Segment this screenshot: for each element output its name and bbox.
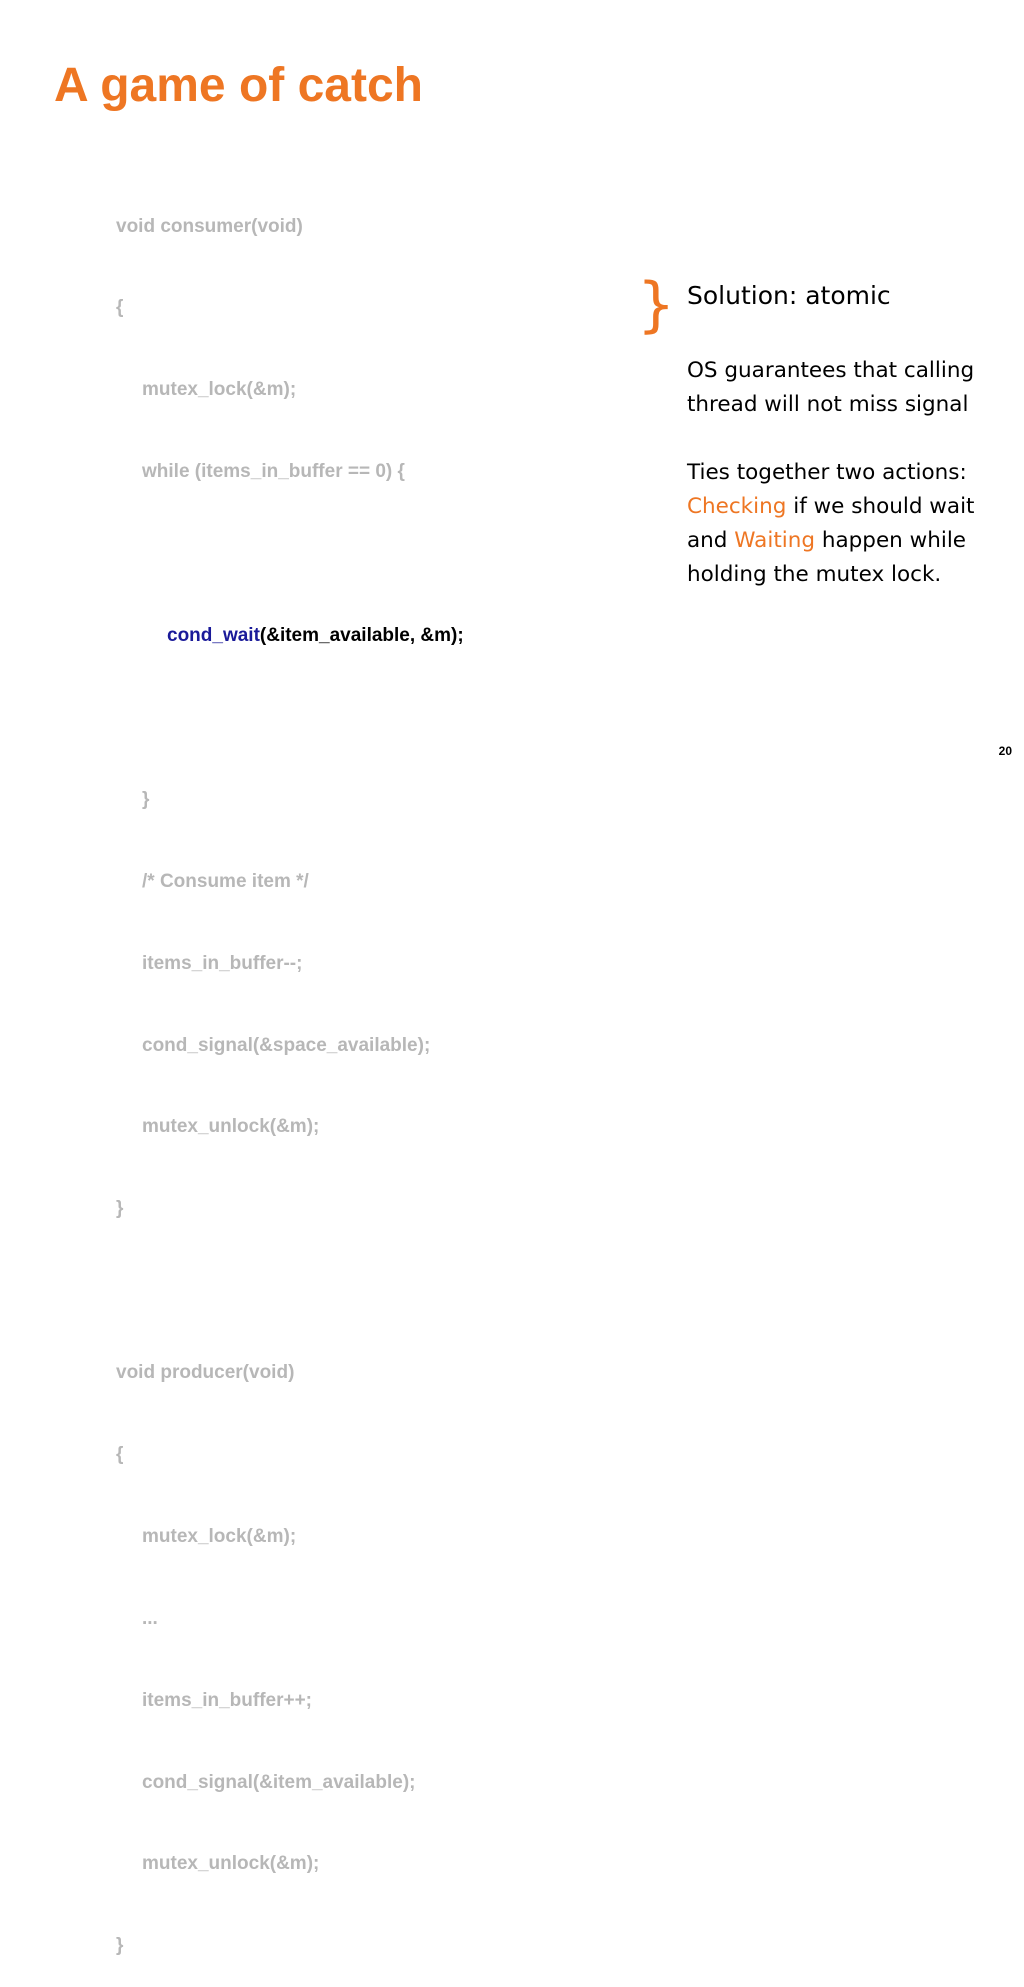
brace-marker: } (637, 270, 676, 340)
code-line-highlighted (116, 622, 464, 649)
notes-paragraph-2-intro: Ties together two actions: (687, 460, 967, 485)
notes-panel (687, 278, 1007, 626)
code-blank-line (116, 704, 464, 731)
code-line: } (116, 1198, 124, 1220)
cond-wait-args: (&item_available, &m); (259, 625, 464, 647)
code-line: mutex_unlock(&m); (142, 1116, 320, 1138)
code-line: mutex_lock(&m); (142, 1525, 297, 1547)
code-line: void consumer(void) (116, 215, 303, 237)
code-block (116, 158, 464, 1987)
page-number: 20 (998, 744, 1012, 758)
notes-paragraph-2-middle: if we should wait and (687, 494, 975, 553)
code-line: mutex_unlock(&m); (142, 1853, 320, 1875)
code-line: items_in_buffer--; (142, 952, 303, 974)
code-line: { (116, 297, 124, 319)
code-line: /* Consume item */ (142, 870, 309, 892)
code-blank-line (116, 1277, 464, 1304)
code-line: ... (142, 1607, 158, 1629)
code-line: { (116, 1443, 124, 1465)
code-line: cond_signal(&space_available); (142, 1034, 431, 1056)
slide-title: A game of catch (54, 59, 423, 112)
code-line: while (items_in_buffer == 0) { (142, 461, 405, 483)
code-line: void producer(void) (116, 1362, 295, 1384)
code-line: } (142, 788, 150, 810)
checking-highlight: Checking (687, 494, 787, 519)
cond-wait-function: cond_wait (167, 625, 260, 647)
notes-paragraph-2-end: happen while holding the mutex lock. (687, 528, 967, 587)
waiting-highlight: Waiting (734, 528, 816, 553)
code-line: } (116, 1935, 124, 1957)
code-line: cond_signal(&item_available); (142, 1771, 416, 1793)
notes-heading: Solution: atomic (687, 281, 891, 310)
code-line: mutex_lock(&m); (142, 379, 297, 401)
code-line: items_in_buffer++; (142, 1689, 312, 1711)
code-blank-line (116, 540, 464, 567)
notes-paragraph-2 (687, 456, 1007, 592)
notes-paragraph-1: OS guarantees that calling thread will not miss signal (687, 358, 975, 417)
